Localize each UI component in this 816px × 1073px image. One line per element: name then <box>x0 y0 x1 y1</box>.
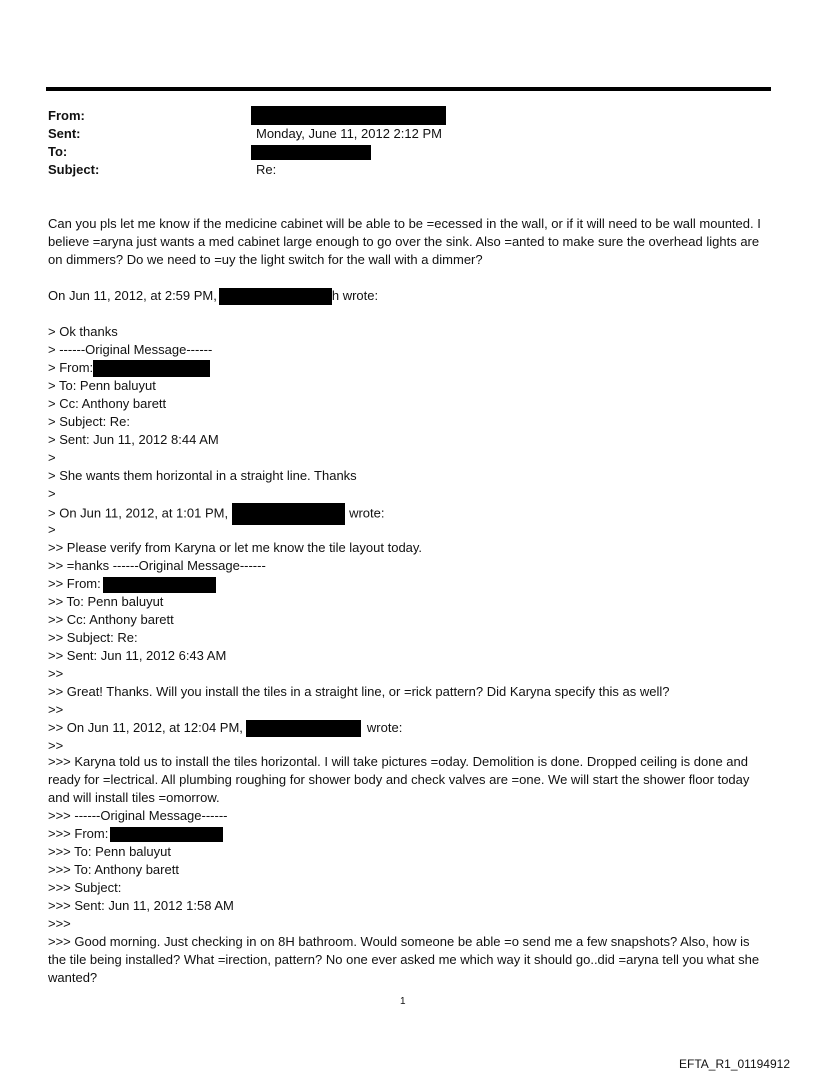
quote-line: >> <box>48 666 64 681</box>
quote-from-label: >>> From: <box>48 826 109 841</box>
redacted-name <box>93 360 210 377</box>
quote-on-post: wrote: <box>349 505 385 521</box>
sent-value: Monday, June 11, 2012 2:12 PM <box>256 126 442 141</box>
quote-line: > She wants them horizontal in a straight line. Thanks <box>48 468 357 483</box>
quote-line: > <box>48 486 56 501</box>
quote-on-pre: > On Jun 11, 2012, at 1:01 PM, <box>48 505 229 521</box>
on-line-1-pre: On Jun 11, 2012, at 2:59 PM, <box>48 288 217 303</box>
quote-line: > Cc: Anthony barett <box>48 396 167 411</box>
quote-from-label: > From: <box>48 360 94 375</box>
page-number: 1 <box>400 996 406 1007</box>
quote-line: >> Subject: Re: <box>48 630 138 645</box>
quote-line: >>> ------Original Message------ <box>48 808 228 823</box>
quote-line: > Ok thanks <box>48 324 118 339</box>
quote-paragraph: >>> Karyna told us to install the tiles horizontal. I will take pictures =oday. Demolition is done. Dropped ceiling is done and ready for =lectrical. All plumbing roughing for shower body and check valves are =one. We will start the shower floor today and will install tiles =omorrow. <box>48 754 750 805</box>
quote-line: > Subject: Re: <box>48 414 131 429</box>
header-rule <box>46 87 771 91</box>
quote-from-line <box>48 575 216 593</box>
subject-value: Re: <box>256 162 277 177</box>
quote-line: >> To: Penn baluyut <box>48 594 164 609</box>
quote-line: >>> To: Penn baluyut <box>48 844 171 859</box>
quote-line: >>> To: Anthony barett <box>48 862 179 877</box>
redacted-to <box>251 145 371 160</box>
quote-line: > ------Original Message------ <box>48 342 213 357</box>
quote-from-line <box>48 359 210 377</box>
main-paragraph: Can you pls let me know if the medicine cabinet will be able to be =ecessed in the wall, or if it will need to be wall mounted. I believe =aryna just wants a med cabinet large enough to go over the sink. Also =anted to make sure the overhead lights are on dimmers? Do we need to =uy the light switch for the wall with a dimmer? <box>48 216 761 267</box>
on-line-1 <box>48 287 378 305</box>
on-line-1-post: h wrote: <box>331 288 379 303</box>
quote-line: > Sent: Jun 11, 2012 8:44 AM <box>48 432 219 447</box>
to-label: To: <box>48 144 68 159</box>
quote-line: >> Great! Thanks. Will you install the tiles in a straight line, or =rick pattern? Did Karyna specify this as well? <box>48 684 670 699</box>
quote-from-line <box>48 825 223 843</box>
quote-line: >>> <box>48 916 71 931</box>
quote-line: >> Please verify from Karyna or let me know the tile layout today. <box>48 540 423 555</box>
quote-line: >> <box>48 702 64 717</box>
quote-line: >> Sent: Jun 11, 2012 6:43 AM <box>48 648 227 663</box>
redacted-name <box>219 288 332 305</box>
from-label: From: <box>48 108 85 123</box>
quote-paragraph: >>> Good morning. Just checking in on 8H bathroom. Would someone be able =o send me a few snapshots? Also, how is the tile being installed? What =irection, pattern? No one ever asked me which way it should go..did =aryna tell you what she wanted? <box>48 934 760 985</box>
redacted-from <box>251 106 446 125</box>
quote-line: >> Cc: Anthony barett <box>48 612 174 627</box>
quote-on-line <box>48 719 402 737</box>
subject-label: Subject: <box>48 162 100 177</box>
quote-line: >>> Sent: Jun 11, 2012 1:58 AM <box>48 898 234 913</box>
quote-line: >> <box>48 738 64 753</box>
quote-from-label: >> From: <box>48 576 101 591</box>
quote-line: >> =hanks ------Original Message------ <box>48 558 266 573</box>
quote-line: > <box>48 450 56 465</box>
quote-line: > To: Penn baluyut <box>48 378 156 393</box>
quote-on-line <box>48 503 384 525</box>
redacted-name <box>246 720 361 737</box>
redacted-name <box>103 577 216 593</box>
quote-line: >>> Subject: <box>48 880 122 895</box>
redacted-name <box>232 503 345 525</box>
quote-line: > <box>48 522 56 537</box>
redacted-name <box>110 827 223 842</box>
quote-on-pre: >> On Jun 11, 2012, at 12:04 PM, <box>48 720 243 735</box>
document-id: EFTA_R1_01194912 <box>679 1057 790 1071</box>
sent-label: Sent: <box>48 126 81 141</box>
quote-on-post: wrote: <box>366 720 403 735</box>
